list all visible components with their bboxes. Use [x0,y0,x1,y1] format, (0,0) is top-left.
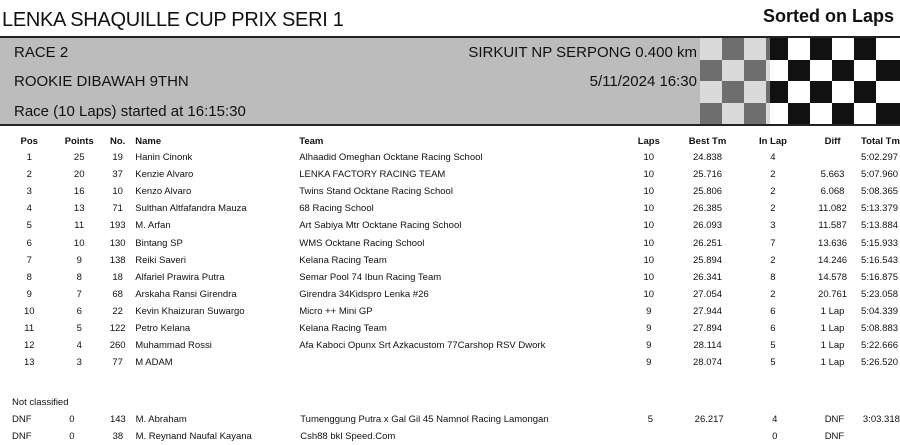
cell-laps: 10 [643,203,655,215]
table-row [0,217,900,234]
cell-total: 5:02.297 [861,152,899,164]
cell-no: 143 [109,414,126,426]
cell-best: 26.341 [693,271,723,283]
cell-best: 27.894 [693,322,723,334]
cell-name: Petro Kelana [135,322,191,334]
cell-pos: 9 [26,288,32,300]
cell-diff: 1 Lap [820,322,845,334]
sort-label: Sorted on Laps [762,6,894,26]
cell-no: 130 [109,237,126,249]
cell-team: 68 Racing School [299,203,374,215]
cell-best [675,428,744,445]
cell-no: 19 [112,152,123,164]
cell-total: 5:15.933 [861,237,899,249]
dnf-table [0,411,900,445]
cell-laps: 5 [647,414,654,426]
cell-team: Tumenggung Putra x Gal Gil 45 Namnol Racing Lamongan [300,414,549,426]
cell-inlap: 2 [770,254,776,266]
table-row [0,337,900,354]
results-table [0,133,900,371]
cell-laps: 9 [646,322,652,334]
circuit-info: SIRKUIT NP SERPONG 0.400 km [468,44,697,61]
col-inlap: In Lap [758,135,787,147]
cell-no: 37 [112,169,123,181]
cell-laps: 10 [643,169,655,181]
cell-best: 26.093 [693,220,723,232]
cell-no: 138 [109,254,126,266]
cell-diff [804,149,861,166]
table-row [0,149,900,166]
cell-total [863,428,900,445]
cell-inlap: 5 [770,357,776,369]
cell-inlap: 2 [770,288,776,300]
col-name: Name [135,135,162,147]
cell-total: 5:04.339 [861,305,899,317]
cell-points: 5 [76,322,82,334]
cell-team: LENKA FACTORY RACING TEAM [299,169,446,181]
cell-pos: 4 [26,203,32,215]
cell-points: 11 [74,220,85,232]
cell-laps: 10 [643,254,655,266]
cell-no: 10 [112,186,123,198]
cell-name: M. Abraham [135,414,187,426]
cell-diff: 13.636 [818,237,848,249]
cell-team: Afa Kaboci Opunx Srt Azkacustom 77Carshop RSV Dwork [299,340,546,352]
cell-pos: DNF [12,414,32,426]
cell-no: 18 [112,271,123,283]
cell-laps: 10 [643,271,655,283]
cell-best: 25.894 [693,254,723,266]
cell-total: 5:08.365 [861,186,899,198]
not-classified-label: Not classified [12,397,69,408]
cell-laps: 10 [643,152,655,164]
cell-points: 9 [76,254,82,266]
table-row [0,252,900,269]
cell-laps: 9 [646,357,652,369]
cell-best: 28.074 [693,357,723,369]
cell-diff: 11.082 [818,203,847,215]
cell-inlap: 0 [772,431,778,443]
cell-name: Sulthan Altfafandra Mauza [135,203,247,215]
col-points: Points [64,135,94,147]
cell-pos: 1 [26,152,32,164]
cell-points: 16 [73,186,85,198]
cell-name: Reiki Saveri [135,254,186,266]
cell-name: M ADAM [135,357,173,369]
table-row [0,354,900,371]
cell-points: 8 [76,271,82,283]
table-row [0,303,900,320]
cell-diff: 6.068 [820,186,845,198]
cell-points: 3 [76,357,82,369]
table-row [0,411,900,428]
cell-team [299,354,624,371]
cell-best: 28.114 [693,340,722,352]
cell-total: 5:23.058 [861,288,899,300]
cell-points: 25 [73,152,85,164]
cell-inlap: 8 [770,271,776,283]
cell-team: Art Sabiya Mtr Ocktane Racing School [299,220,462,232]
event-title: LENKA SHAQUILLE CUP PRIX SERI 1 [2,9,344,31]
cell-pos: 10 [23,305,35,317]
table-row [0,286,900,303]
cell-pos: 11 [24,322,35,334]
cell-laps: 9 [646,340,652,352]
cell-no: 193 [109,220,126,232]
race-number: RACE 2 [14,44,69,61]
cell-team: Csh88 bkl Speed.Com [300,431,396,443]
cell-best: 25.716 [693,169,723,181]
table-row [0,183,900,200]
cell-best: 26.251 [693,237,723,249]
cell-no: 71 [112,203,123,215]
cell-points: 20 [73,169,85,181]
cell-inlap: 2 [770,186,776,198]
cell-best: 27.054 [693,288,723,300]
cell-team: Kelana Racing Team [299,254,387,266]
table-row [0,200,900,217]
cell-inlap: 5 [770,340,776,352]
title-bar [0,0,900,36]
table-row [0,428,900,445]
cell-name: M. Reynand Naufal Kayana [135,431,252,443]
cell-name: Kenzo Alvaro [135,186,192,198]
cell-pos: 7 [26,254,32,266]
cell-inlap: 2 [770,203,776,215]
cell-laps: 10 [643,237,655,249]
col-no: No. [109,135,126,147]
cell-pos: 6 [26,237,32,249]
cell-best: 27.944 [693,305,723,317]
cell-pos: 12 [23,340,35,352]
cell-team: Micro ++ Mini GP [299,305,373,317]
cell-inlap: 6 [770,305,776,317]
cell-pos: DNF [12,431,32,443]
cell-inlap: 7 [770,237,776,249]
cell-diff: 1 Lap [820,340,845,352]
col-diff: Diff [824,135,841,147]
cell-total: 5:16.875 [861,271,899,283]
checkered-flag-icon [700,38,900,124]
cell-name: Kevin Khaizuran Suwargo [135,305,245,317]
cell-team: WMS Ocktane Racing School [299,237,425,249]
col-team: Team [299,135,324,147]
cell-name: Hanin Cinonk [135,152,193,164]
cell-team: Twins Stand Ocktane Racing School [299,186,453,198]
cell-laps: 10 [643,186,655,198]
table-row [0,269,900,286]
cell-best: 26.217 [694,414,724,426]
cell-diff: DNF [824,414,845,426]
cell-inlap: 4 [772,414,778,426]
col-total: Total Tm [861,135,900,147]
cell-diff: 5.663 [820,169,845,181]
cell-total: 5:26.520 [861,357,899,369]
cell-total: 5:13.884 [861,220,899,232]
cell-no: 38 [112,431,124,443]
cell-diff: 1 Lap [820,305,845,317]
cell-pos: 13 [23,357,35,369]
cell-inlap: 3 [770,220,776,232]
cell-total: 5:07.960 [861,169,899,181]
race-class: ROOKIE DIBAWAH 9THN [14,73,189,90]
cell-laps: 9 [646,305,652,317]
cell-no: 68 [112,288,123,300]
table-row [0,320,900,337]
cell-name: M. Arfan [135,220,171,232]
cell-name: Bintang SP [135,237,183,249]
header-bottom-rule [0,124,900,126]
cell-total: 5:08.883 [861,322,899,334]
cell-pos: 2 [26,169,32,181]
cell-inlap: 4 [770,152,776,164]
race-datetime: 5/11/2024 16:30 [589,73,697,90]
cell-best: 26.385 [693,203,723,215]
cell-no: 22 [112,305,123,317]
cell-diff: 14.578 [818,271,848,283]
cell-diff: 1 Lap [820,357,845,369]
table-row [0,166,900,183]
cell-team: Semar Pool 74 Ibun Racing Team [299,271,442,283]
col-laps: Laps [637,135,660,147]
cell-laps: 10 [643,288,655,300]
cell-points: 4 [76,340,82,352]
cell-inlap: 6 [770,322,776,334]
table-header-row [0,133,900,149]
cell-laps: 10 [643,220,655,232]
cell-team: Girendra 34Kidspro Lenka #26 [299,288,429,300]
cell-pos: 3 [26,186,32,198]
cell-best: 24.838 [693,152,723,164]
cell-points: 6 [76,305,82,317]
cell-no: 77 [112,357,123,369]
cell-diff: 14.246 [818,254,848,266]
cell-best: 25.806 [693,186,723,198]
cell-diff: DNF [824,431,845,443]
race-start-info: Race (10 Laps) started at 16:15:30 [14,103,246,120]
cell-no: 260 [109,340,126,352]
cell-points: 13 [73,203,85,215]
race-header [0,36,900,124]
cell-inlap: 2 [770,169,776,181]
cell-name: Kenzie Alvaro [135,169,194,181]
cell-diff: 11.587 [818,220,847,232]
cell-team: Kelana Racing Team [299,322,387,334]
cell-name: Muhammad Rossi [135,340,212,352]
cell-points: 0 [69,414,75,426]
cell-points: 7 [76,288,82,300]
col-best: Best Tm [688,135,727,147]
cell-points: 0 [69,431,75,443]
cell-total: 5:16.543 [861,254,899,266]
col-pos: Pos [20,135,38,147]
cell-name: Arskaha Ransi Girendra [135,288,237,300]
cell-points: 10 [73,237,85,249]
cell-diff: 20.761 [818,288,848,300]
cell-name: Alfariel Prawira Putra [135,271,225,283]
cell-total: 3:03.318 [862,414,900,426]
cell-pos: 5 [26,220,32,232]
cell-team: Alhaadid Omeghan Ocktane Racing School [299,152,483,164]
cell-total: 5:22.666 [861,340,899,352]
table-row [0,234,900,251]
cell-no: 122 [109,322,126,334]
cell-total: 5:13.379 [861,203,899,215]
cell-laps [626,428,675,445]
cell-pos: 8 [26,271,32,283]
